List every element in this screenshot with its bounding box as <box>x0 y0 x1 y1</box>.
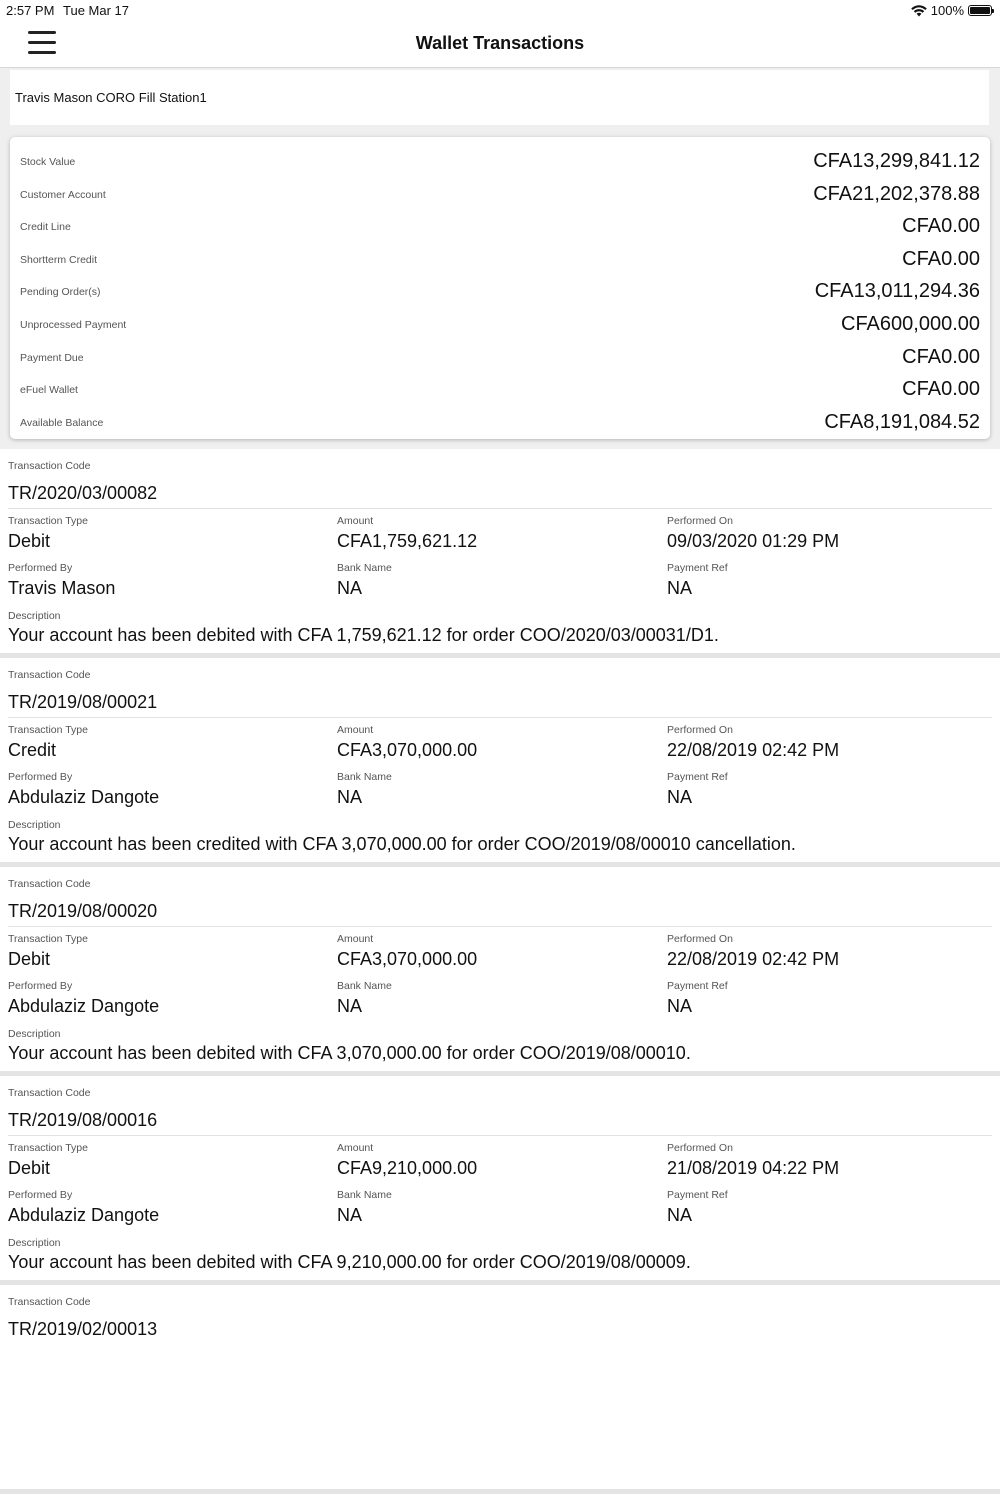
description-label: Description <box>8 819 61 831</box>
description-label: Description <box>8 1028 61 1040</box>
summary-list <box>10 137 990 435</box>
amount-label: Amount <box>337 515 374 527</box>
transaction-type-label: Transaction Type <box>8 933 88 945</box>
bank-name-value: NA <box>337 996 363 1016</box>
amount-value: CFA3,070,000.00 <box>337 949 478 969</box>
summary-row <box>10 338 990 371</box>
performed-by-value: Abdulaziz Dangote <box>8 1205 160 1225</box>
summary-value: CFA600,000.00 <box>841 312 980 335</box>
summary-row <box>10 272 990 305</box>
summary-label: Stock Value <box>20 156 76 168</box>
performed-on-value: 21/08/2019 04:22 PM <box>667 1158 840 1178</box>
amount-value: CFA9,210,000.00 <box>337 1158 478 1178</box>
payment-ref-value: NA <box>667 787 693 807</box>
performed-on-value: 22/08/2019 02:42 PM <box>667 949 840 969</box>
page-title: Wallet Transactions <box>415 33 585 53</box>
transaction-card[interactable] <box>0 1076 1000 1285</box>
description-value: Your account has been debited with CFA 9,210,000.00 for order COO/2019/08/00009. <box>8 1252 691 1272</box>
battery-percent: 100% <box>930 3 964 18</box>
performed-on-value: 09/03/2020 01:29 PM <box>667 531 840 551</box>
transaction-code: TR/2019/08/00016 <box>8 1110 158 1130</box>
amount-label: Amount <box>337 1142 374 1154</box>
summary-label: Available Balance <box>20 416 104 429</box>
divider <box>8 926 992 927</box>
performed-by-label: Performed By <box>8 1189 73 1201</box>
description-label: Description <box>8 1237 61 1249</box>
summary-value: CFA13,299,841.12 <box>813 150 980 172</box>
transaction-code-label: Transaction Code <box>8 1087 91 1099</box>
summary-label: Pending Order(s) <box>20 286 101 299</box>
summary-label: Unprocessed Payment <box>20 318 127 331</box>
bank-name-value: NA <box>337 578 363 598</box>
payment-ref-label: Payment Ref <box>667 980 728 992</box>
transaction-type-label: Transaction Type <box>8 724 88 736</box>
amount-value: CFA1,759,621.12 <box>337 531 478 551</box>
summary-value: CFA21,202,378.88 <box>813 182 980 205</box>
performed-by-label: Performed By <box>8 562 73 574</box>
payment-ref-label: Payment Ref <box>667 771 728 783</box>
performed-by-label: Performed By <box>8 980 73 992</box>
nav-bar <box>0 22 1000 68</box>
transaction-card[interactable] <box>0 658 1000 867</box>
battery-icon <box>968 5 992 16</box>
performed-on-label: Performed On <box>667 1142 733 1154</box>
bank-name-label: Bank Name <box>337 771 392 783</box>
summary-row <box>10 370 990 403</box>
amount-label: Amount <box>337 933 374 945</box>
transaction-code-label: Transaction Code <box>8 460 91 472</box>
summary-value: CFA13,011,294.36 <box>814 280 980 303</box>
wifi-icon <box>911 5 927 17</box>
payment-ref-value: NA <box>667 996 693 1016</box>
summary-row <box>10 142 990 175</box>
station-name: Travis Mason CORO Fill Station1 <box>10 70 989 125</box>
bank-name-value: NA <box>337 787 363 807</box>
performed-on-value: 22/08/2019 02:42 PM <box>667 740 840 760</box>
performed-by-value: Travis Mason <box>8 578 116 598</box>
transaction-card[interactable] <box>0 1285 1000 1494</box>
summary-label: eFuel Wallet <box>20 384 78 397</box>
status-bar <box>0 0 1000 22</box>
description-label: Description <box>8 610 61 622</box>
summary-label: Payment Due <box>20 351 84 364</box>
description-value: Your account has been credited with CFA 3,070,000.00 for order COO/2019/08/00010 cancellation. <box>8 834 796 854</box>
transaction-card[interactable] <box>0 867 1000 1076</box>
summary-row <box>10 240 990 273</box>
divider <box>8 508 992 509</box>
performed-by-value: Abdulaziz Dangote <box>8 996 160 1016</box>
summary-row <box>10 175 990 208</box>
description-value: Your account has been debited with CFA 1,759,621.12 for order COO/2020/03/00031/D1. <box>8 625 719 645</box>
summary-value: CFA0.00 <box>902 215 980 238</box>
summary-value: CFA0.00 <box>902 345 980 368</box>
amount-label: Amount <box>337 724 374 736</box>
bank-name-label: Bank Name <box>337 562 392 574</box>
payment-ref-value: NA <box>667 578 693 598</box>
summary-value: CFA8,191,084.52 <box>824 410 980 433</box>
performed-by-label: Performed By <box>8 771 73 783</box>
status-date: Tue Mar 17 <box>63 3 129 18</box>
performed-on-label: Performed On <box>667 515 733 527</box>
summary-label: Credit Line <box>20 221 71 234</box>
payment-ref-label: Payment Ref <box>667 562 728 574</box>
payment-ref-label: Payment Ref <box>667 1189 728 1201</box>
transaction-type-value: Debit <box>8 531 51 551</box>
transaction-type-value: Debit <box>8 949 51 969</box>
bank-name-label: Bank Name <box>337 980 392 992</box>
payment-ref-value: NA <box>667 1205 693 1225</box>
transaction-card[interactable] <box>0 449 1000 658</box>
bank-name-label: Bank Name <box>337 1189 392 1201</box>
transaction-code: TR/2020/03/00082 <box>8 483 158 503</box>
performed-on-label: Performed On <box>667 724 733 736</box>
transaction-code-label: Transaction Code <box>8 669 91 681</box>
amount-value: CFA3,070,000.00 <box>337 740 478 760</box>
transaction-type-label: Transaction Type <box>8 1142 88 1154</box>
summary-row <box>10 305 990 338</box>
status-time: 2:57 PM <box>6 3 55 18</box>
transaction-type-label: Transaction Type <box>8 515 88 527</box>
performed-on-label: Performed On <box>667 933 733 945</box>
divider <box>8 717 992 718</box>
transaction-type-value: Debit <box>8 1158 51 1178</box>
summary-value: CFA0.00 <box>902 378 980 401</box>
transaction-code-label: Transaction Code <box>8 878 91 890</box>
summary-row <box>10 207 990 240</box>
status-right <box>911 3 992 18</box>
transaction-code: TR/2019/08/00020 <box>8 901 158 921</box>
summary-row <box>10 403 990 436</box>
transaction-code: TR/2019/08/00021 <box>8 692 158 712</box>
transaction-type-value: Credit <box>8 740 57 760</box>
transaction-code-label: Transaction Code <box>8 1296 91 1308</box>
transaction-code: TR/2019/02/00013 <box>8 1319 158 1339</box>
summary-label: Shortterm Credit <box>20 253 98 266</box>
bank-name-value: NA <box>337 1205 363 1225</box>
description-value: Your account has been debited with CFA 3,070,000.00 for order COO/2019/08/00010. <box>8 1043 691 1063</box>
summary-value: CFA0.00 <box>902 247 980 270</box>
performed-by-value: Abdulaziz Dangote <box>8 787 160 807</box>
balance-summary-card <box>10 137 990 439</box>
divider <box>8 1135 992 1136</box>
summary-label: Customer Account <box>20 188 106 201</box>
transaction-list[interactable] <box>0 449 1000 1494</box>
